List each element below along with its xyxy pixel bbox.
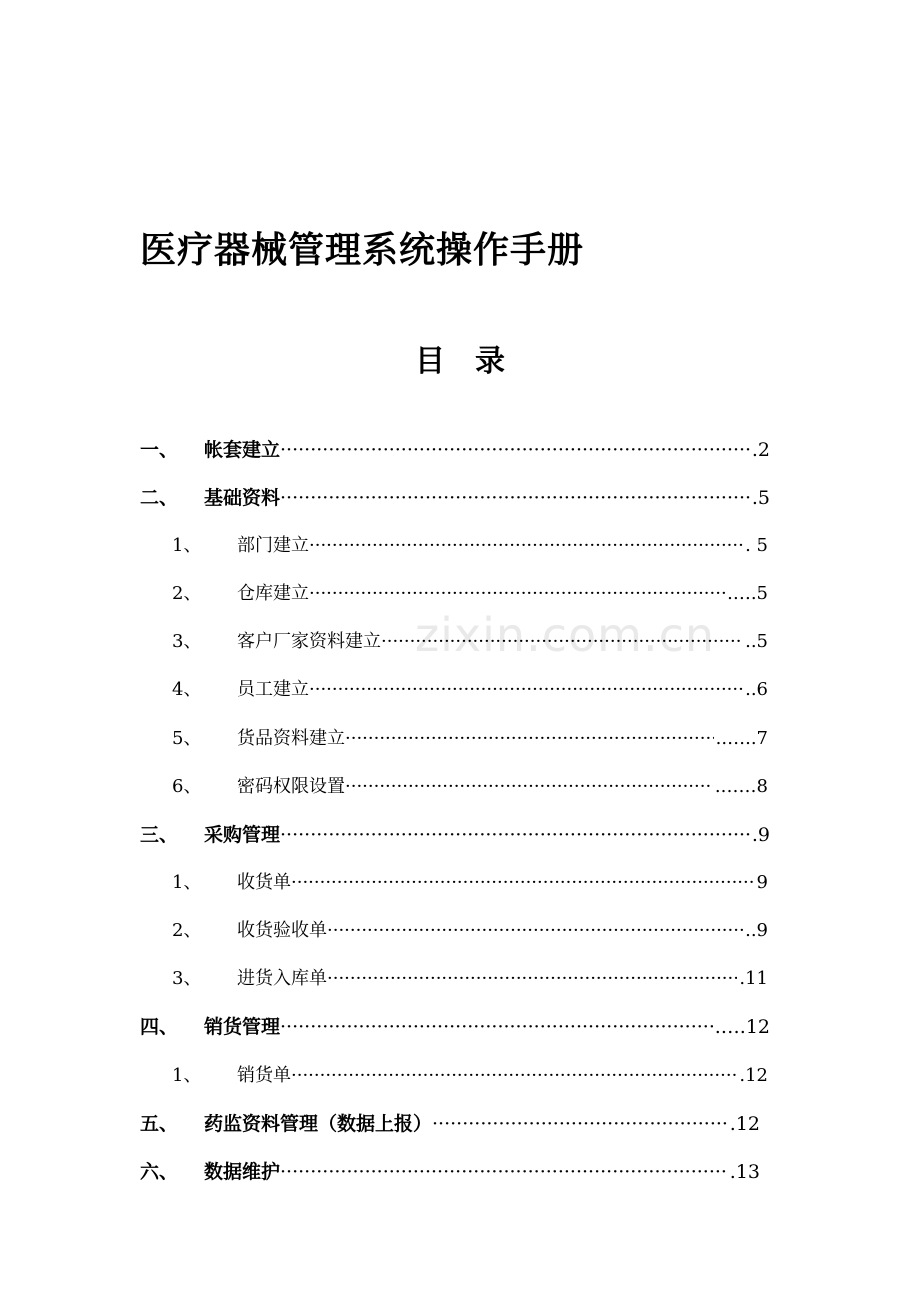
- toc-entry-title: 基础资料: [204, 487, 281, 509]
- toc-entry-title: 进货入库单: [237, 968, 327, 989]
- toc-entry-number: 1、: [172, 872, 202, 893]
- dot-leader: [345, 725, 714, 753]
- toc-entry-number: 六、: [140, 1161, 179, 1183]
- toc-entry-number: 3、: [172, 968, 202, 989]
- toc-entry[interactable]: [172, 1062, 768, 1090]
- toc-entry-number: 6、: [172, 776, 202, 797]
- toc-entry-page: 9: [756, 872, 768, 893]
- toc-entry-number: 5、: [172, 728, 202, 749]
- toc-entry-title: 数据维护: [204, 1161, 281, 1183]
- document-title: 医疗器械管理系统操作手册: [140, 230, 585, 271]
- toc-entry-title: 员工建立: [237, 679, 309, 700]
- toc-entry-number: 4、: [172, 679, 202, 700]
- dot-leader: [345, 773, 713, 801]
- toc-entry-page: ..6: [745, 679, 768, 700]
- toc-entry-page: .……8: [714, 776, 768, 797]
- dot-leader: [327, 965, 737, 993]
- toc-entry[interactable]: [172, 725, 768, 753]
- toc-heading: 目 录: [415, 344, 505, 379]
- toc-entry-page: .12: [729, 1113, 760, 1135]
- toc-entry-title: 货品资料建立: [237, 728, 345, 749]
- toc-entry[interactable]: [172, 628, 768, 656]
- toc-entry-page: .2: [751, 439, 770, 461]
- toc-entry[interactable]: [140, 1013, 770, 1041]
- toc-entry[interactable]: [140, 1158, 760, 1186]
- toc-entry-number: 3、: [172, 631, 202, 652]
- dot-leader: [280, 821, 750, 849]
- toc-entry-page: .9: [751, 824, 770, 846]
- toc-entry[interactable]: [172, 965, 768, 993]
- toc-entry[interactable]: [172, 676, 768, 704]
- toc-entry-page: .13: [729, 1161, 760, 1183]
- dot-leader: [381, 628, 743, 656]
- toc-entry[interactable]: [172, 869, 768, 897]
- toc-entry-page: .5: [751, 487, 770, 509]
- watermark-text: zixin.com.cn: [415, 608, 716, 662]
- dot-leader: [309, 532, 743, 560]
- dot-leader: [280, 1158, 728, 1186]
- toc-entry-number: 一、: [140, 439, 179, 461]
- toc-entry-title: 部门建立: [237, 535, 309, 556]
- toc-entry[interactable]: [140, 1110, 760, 1138]
- dot-leader: [327, 917, 743, 945]
- toc-entry-number: 三、: [140, 824, 179, 846]
- dot-leader: [280, 484, 750, 512]
- toc-entry[interactable]: [140, 821, 770, 849]
- toc-entry-number: 1、: [172, 535, 202, 556]
- toc-entry-title: 采购管理: [204, 824, 281, 846]
- toc-entry-number: 2、: [172, 920, 202, 941]
- toc-entry-title: 销货管理: [204, 1016, 281, 1038]
- toc-entry-title: 帐套建立: [204, 439, 281, 461]
- toc-entry-number: 2、: [172, 583, 202, 604]
- toc-entry-page: . 5: [745, 535, 768, 556]
- toc-entry-page: .….12: [714, 1016, 770, 1038]
- toc-entry-page: ..5: [745, 631, 768, 652]
- toc-entry-title: 客户厂家资料建立: [237, 631, 381, 652]
- toc-entry-number: 五、: [140, 1113, 179, 1135]
- dot-leader: [280, 1013, 713, 1041]
- toc-entry[interactable]: [172, 773, 768, 801]
- toc-entry[interactable]: [172, 532, 768, 560]
- toc-entry[interactable]: [172, 580, 768, 608]
- toc-entry[interactable]: [140, 436, 770, 464]
- toc-entry-number: 二、: [140, 487, 179, 509]
- toc-entry-title: 销货单: [237, 1065, 291, 1086]
- toc-entry-number: 1、: [172, 1065, 202, 1086]
- dot-leader: [432, 1110, 728, 1138]
- toc-entry-page: ..9: [745, 920, 768, 941]
- dot-leader: [309, 676, 743, 704]
- toc-entry-number: 四、: [140, 1016, 179, 1038]
- dot-leader: [309, 580, 725, 608]
- toc-entry-title: 仓库建立: [237, 583, 309, 604]
- toc-entry-title: 收货单: [237, 872, 291, 893]
- toc-entry-title: 收货验收单: [237, 920, 327, 941]
- toc-entry-title: 密码权限设置: [237, 776, 345, 797]
- toc-entry-page: .11: [739, 968, 768, 989]
- toc-entry-page: ..…..7: [715, 728, 768, 749]
- toc-entry[interactable]: [140, 484, 770, 512]
- dot-leader: [291, 1062, 737, 1090]
- toc-entry-page: .….5: [727, 583, 768, 604]
- toc-entry-title: 药监资料管理（数据上报）: [204, 1113, 433, 1135]
- dot-leader: [280, 436, 750, 464]
- toc-entry-page: .12: [739, 1065, 768, 1086]
- toc-entry[interactable]: [172, 917, 768, 945]
- dot-leader: [291, 869, 755, 897]
